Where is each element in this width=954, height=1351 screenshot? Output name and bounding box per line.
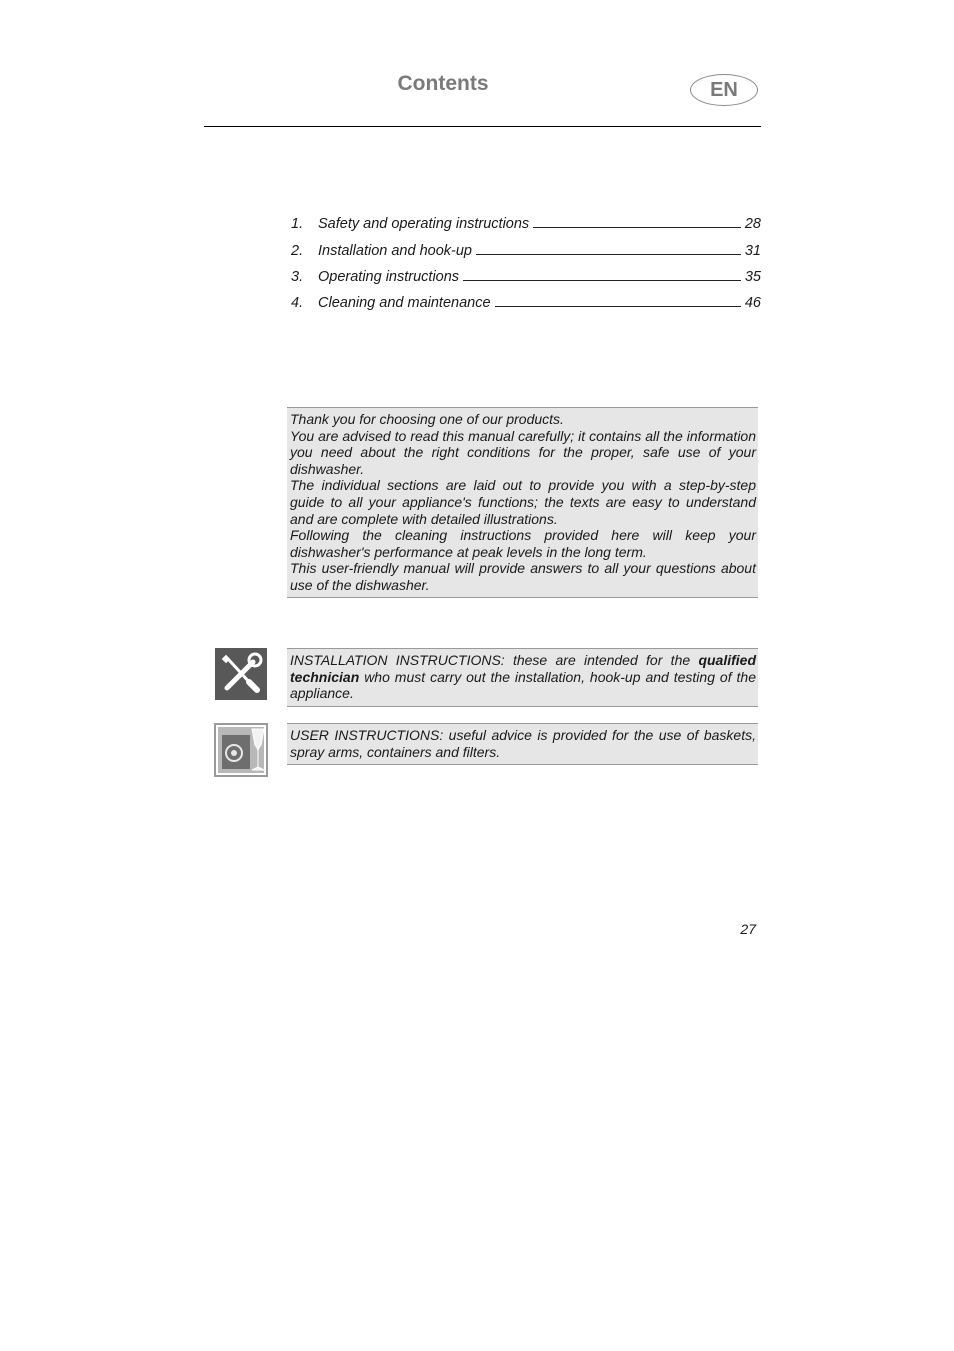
intro-paragraph: The individual sections are laid out to provide you with a step-by-step guide to all your appliance's functions; the texts are easy to understand and are complete with detailed illustrations.	[290, 477, 756, 527]
header-divider	[204, 126, 761, 127]
toc-item-label: Safety and operating instructions	[318, 216, 530, 232]
toc-leader-line	[533, 213, 741, 228]
toc-item-number: 2.	[291, 243, 304, 259]
installation-note-text-start: INSTALLATION INSTRUCTIONS: these are intended for the	[290, 652, 699, 668]
installation-note-text	[290, 652, 756, 702]
toc-item-page: 31	[744, 243, 761, 259]
user-note-text: USER INSTRUCTIONS: useful advice is provided for the use of baskets, spray arms, containers and filters.	[290, 727, 756, 760]
toc-item-label: Cleaning and maintenance	[318, 295, 491, 311]
dishwasher-glass-icon	[214, 723, 268, 777]
toc-item-page: 46	[744, 295, 761, 311]
toc-item-page: 28	[744, 216, 761, 232]
intro-note-box	[287, 407, 758, 598]
toc-item-label: Installation and hook-up	[318, 243, 472, 259]
toc-item[interactable]	[291, 213, 761, 233]
toc-leader-line	[495, 292, 741, 307]
installation-note-text-end: who must carry out the installation, hook-up and testing of the appliance.	[290, 668, 756, 702]
user-note-box	[287, 723, 758, 765]
toc-item-label: Operating instructions	[318, 269, 460, 285]
installation-note-emphasis: qualified technician	[290, 652, 756, 685]
toc-item[interactable]	[291, 292, 761, 312]
language-badge: EN	[690, 74, 758, 106]
page-number: 27	[740, 921, 756, 937]
toc-item-number: 4.	[291, 295, 304, 311]
toc-item[interactable]	[291, 240, 761, 260]
toc-leader-line	[476, 240, 741, 255]
intro-paragraph: You are advised to read this manual carefully; it contains all the information you need about the right conditions for the proper, safe use of your dishwasher.	[290, 427, 756, 477]
intro-paragraph: Thank you for choosing one of our products.	[290, 411, 564, 427]
toc-item-page: 35	[744, 269, 761, 285]
toc-item-number: 1.	[291, 216, 304, 232]
toc-item-number: 3.	[291, 269, 304, 285]
toc-item[interactable]	[291, 266, 761, 286]
intro-paragraph: This user-friendly manual will provide answers to all your questions about use of the dishwasher.	[290, 560, 756, 593]
installation-note-box	[287, 648, 758, 707]
page-title: Contents	[397, 72, 489, 95]
toc-leader-line	[463, 266, 741, 281]
wrench-screwdriver-icon	[215, 648, 267, 700]
intro-paragraph: Following the cleaning instructions provided here will keep your dishwasher's performance at peak levels in the long term.	[290, 527, 756, 560]
